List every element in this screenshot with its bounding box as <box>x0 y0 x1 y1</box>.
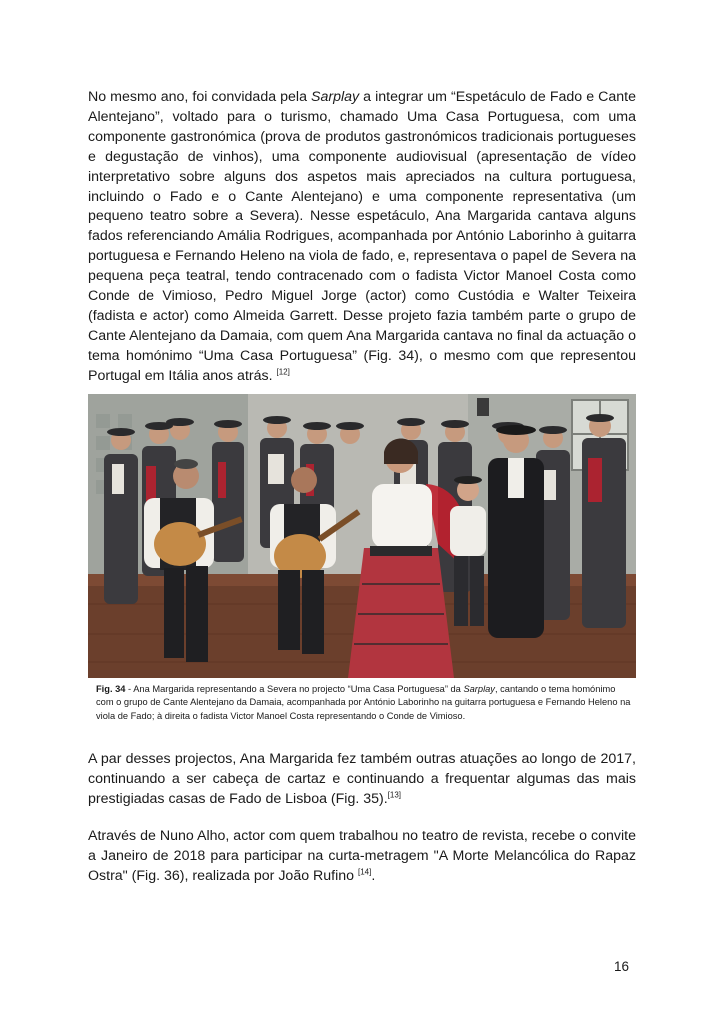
figure-34-photo <box>88 394 636 678</box>
text-run: Através de Nuno Alho, actor com quem trabalhou no teatro de revista, recebe o convite a Janeiro de 2018 para participar na curta-metragem "A Morte Melancólica do Rapaz Ostra" (Fig. 36), realizada por João Rufino <box>88 828 636 884</box>
paragraph-atuacoes-2017 <box>88 750 636 810</box>
text-run: a integrar um “Espetáculo de Fado e Cante Alentejano”, voltado para o turismo, chamado Uma Casa Portuguesa, com uma componente gastronómica (prova de produtos gastronómicos tradicionais portugueses e degustação de vinhos), uma componente audiovisual (apresentação de vídeo interpretativo sobre alguns dos aspetos mais apreciados na cultura portuguesa, incluindo o Fado e o Cante Alentejano) e uma componente representativa (um pequeno teatro sobre a Severa). Nesse espetáculo, Ana Margarida cantava alguns fados referenciando Amália Rodrigues, acompanhada por António Laborinho à guitarra portuguesa e Fernando Heleno na viola de fado, e, representava o papel de Severa na pequena peça teatral, tendo contracenado com o fadista Victor Manoel Costa como Conde de Vimioso, Pedro Miguel Jorge (actor) como Custódia e Walter Teixeira (fadista e actor) como Almeida Garrett. Desse projeto fazia também parte o grupo de Cante Alentejano da Damaia, com quem Ana Margarida cantava no final da actuação o tema homónimo “Uma Casa Portuguesa” (Fig. 34), o mesmo com que representou Portugal em Itália anos atrás. <box>88 89 636 384</box>
paragraph-uma-casa-portuguesa <box>88 88 636 387</box>
text-run: No mesmo ano, foi convidada pela <box>88 89 312 105</box>
figure-label: Fig. 34 <box>96 684 126 694</box>
footnote-ref-14: [14] <box>358 867 372 877</box>
footnote-ref-13: [13] <box>387 790 402 800</box>
page-number: 16 <box>614 959 630 974</box>
sarplay-italic: Sarplay <box>311 89 360 105</box>
footnote-ref-12: [12] <box>276 366 290 376</box>
figure-34-caption <box>96 683 632 723</box>
caption-run: - Ana Margarida representando a Severa no projecto “Uma Casa Portuguesa” da <box>125 684 464 694</box>
text-run: A par desses projectos, Ana Margarida fez também outras atuações ao longo de 2017, continuando a ser cabeça de cartaz e continuando a frequentar algumas das mais prestigiadas casas de Fado de Lisboa (Fig. 35). <box>88 751 636 807</box>
text-run: . <box>371 867 376 884</box>
caption-sarplay-italic: Sarplay <box>463 684 495 694</box>
paragraph-curta-metragem <box>88 827 636 887</box>
caption-run: , cantando o tema homónimo com o grupo de Cante Alentejano da Damaia, acompanhada por António Laborinho na guitarra portuguesa e Fernando Heleno na viola de Fado; à direita o fadista Victor Manoel Costa representando o Conde de Vimioso. <box>96 684 631 721</box>
